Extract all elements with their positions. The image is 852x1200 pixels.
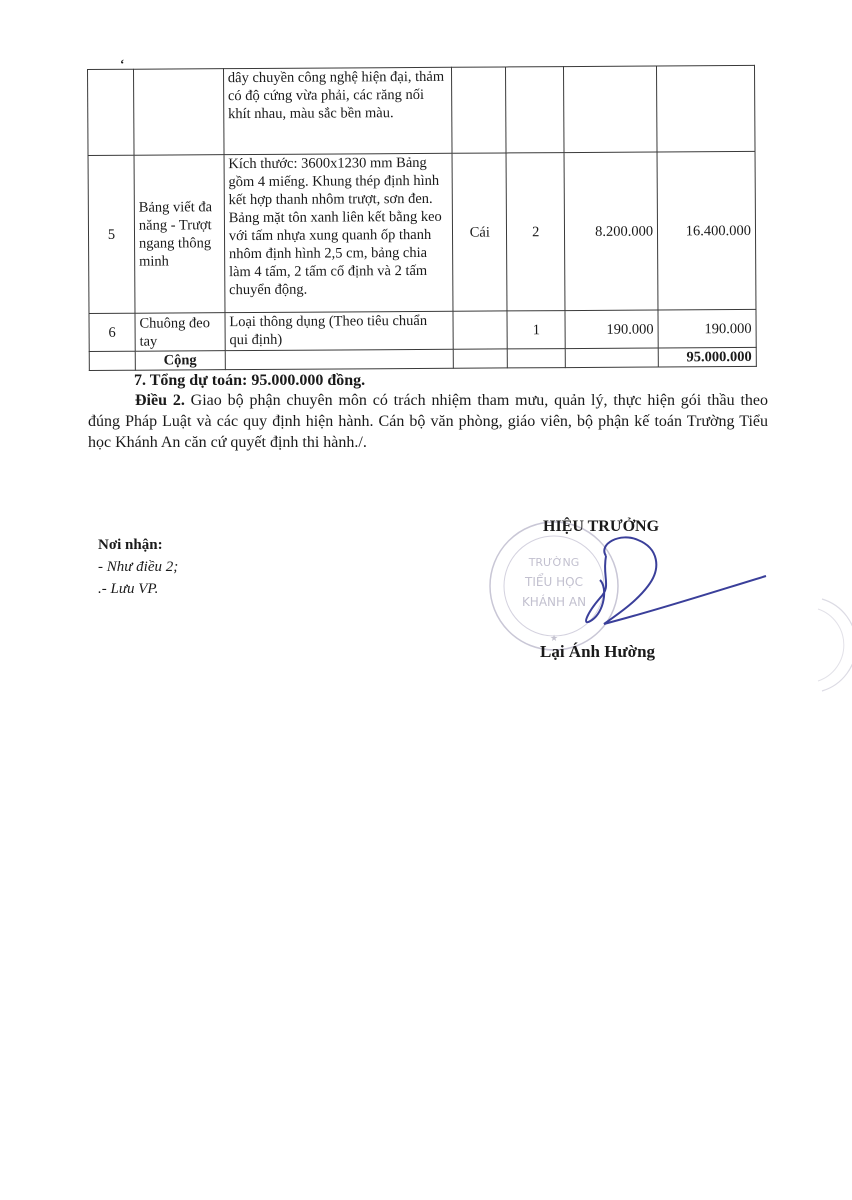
cell-unit [453, 311, 507, 349]
budget-items-table [87, 65, 757, 371]
article-2-paragraph [88, 390, 768, 453]
cell-unit [452, 67, 506, 153]
cell-total [657, 65, 755, 152]
cell-total: 16.400.000 [657, 151, 756, 310]
cell-empty [565, 348, 658, 368]
cell-stt: 5 [88, 155, 135, 313]
table-row [88, 65, 756, 155]
cell-name [133, 69, 223, 156]
scan-artifact-mark: ʻ [120, 56, 125, 71]
stamp-line-2: TIỂU HỌC [525, 575, 583, 589]
cell-empty [89, 351, 135, 370]
cell-description: dây chuyền công nghệ hiện đại, thảm có độ cứng vừa phải, các răng nối khít nhau, màu sắc bền màu. [223, 67, 452, 154]
svg-text:★: ★ [549, 634, 559, 644]
cell-unit-price [564, 66, 657, 153]
cell-quantity: 2 [506, 153, 565, 311]
sum-label: Cộng [135, 351, 225, 371]
cell-empty [454, 349, 508, 368]
stamp-line-3: KHÁNH AN [521, 595, 587, 609]
cell-stt: 6 [89, 313, 135, 351]
cell-quantity: 1 [507, 311, 565, 349]
table-row [89, 309, 756, 351]
total-estimate: 7. Tổng dự toán: 95.000.000 đồng. [134, 372, 366, 389]
cell-name: Bảng viết đa năng - Trượt ngang thông minh [134, 155, 225, 314]
cell-total: 190.000 [658, 309, 756, 348]
cell-quantity [506, 67, 564, 153]
signer-title: HIỆU TRƯỞNG [543, 518, 660, 535]
recipients-title: Nơi nhận: [98, 537, 163, 553]
cell-unit: Cái [452, 153, 507, 311]
sum-row [89, 347, 756, 370]
cell-empty [507, 349, 565, 368]
signer-name: Lại Ánh Hường [540, 642, 656, 661]
cell-name: Chuông đeo tay [135, 313, 225, 352]
cell-empty [225, 349, 454, 369]
stamp-line-1: TRƯỜNG [528, 556, 580, 569]
article-2-text: Giao bộ phận chuyên môn có trách nhiệm tham mưu, quản lý, thực hiện gói thầu theo đúng Pháp Luật và các quy định hiện hành. Cán bộ văn phòng, giáo viên, bộ phận kế toán Trường Tiểu học Khánh An căn cứ quyết định thi hành./. [88, 392, 768, 451]
recipient-item: .- Lưu VP. [98, 581, 159, 597]
recipients-block [98, 534, 178, 600]
cell-stt [88, 69, 134, 155]
cell-description: Kích thước: 3600x1230 mm Bảng gồm 4 miếng. Khung thép định hình kết hợp thanh nhôm trượt, sơn đen. Bảng mặt tôn xanh liên kết bằng keo với tấm nhựa xung quanh ốp thanh nhôm định hình 2,5 cm, bảng chia làm 4 tấm, 2 tấm cố định và 2 tấm chuyển động. [224, 153, 453, 312]
recipient-item: - Như điều 2; [98, 559, 179, 575]
table-row [88, 151, 756, 313]
sum-total: 95.000.000 [658, 347, 756, 367]
handwritten-signature-icon [540, 528, 770, 638]
cell-description: Loại thông dụng (Theo tiêu chuẩn qui định) [225, 311, 454, 350]
cell-unit-price: 8.200.000 [564, 152, 658, 311]
cell-unit-price: 190.000 [565, 310, 658, 349]
article-2-label: Điều 2. [135, 392, 185, 409]
partial-stamp-icon [815, 595, 852, 695]
